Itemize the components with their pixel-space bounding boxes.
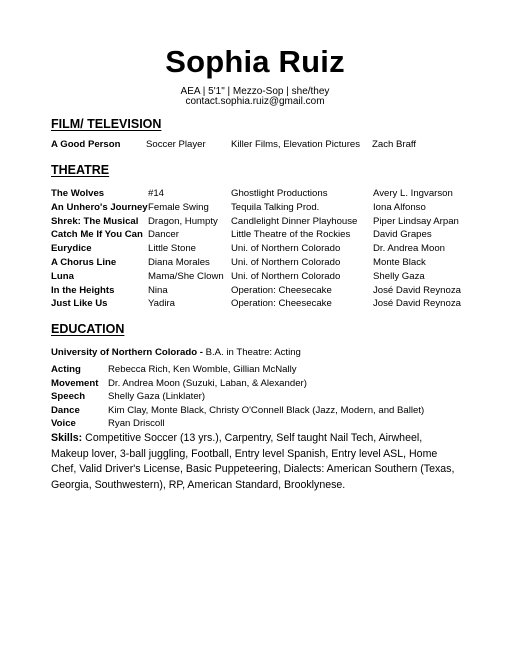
credit-role: Dancer xyxy=(148,229,179,241)
training-instructors: Dr. Andrea Moon (Suzuki, Laban, & Alexander) xyxy=(108,377,307,389)
training-instructors: Rebecca Rich, Ken Womble, Gillian McNally xyxy=(108,364,297,375)
credit-title: Luna xyxy=(51,270,74,282)
training-instructors: Kim Clay, Monte Black, Christy O'Connell Black (Jazz, Modern, and Ballet) xyxy=(108,404,425,416)
credit-role: Nina xyxy=(148,284,168,296)
credit-company: Operation: Cheesecake xyxy=(231,298,332,310)
section-heading-theatre: THEATRE xyxy=(51,163,110,177)
credit-row xyxy=(0,201,510,215)
credit-company: Uni. of Northern Colorado xyxy=(231,257,341,268)
training-row xyxy=(0,417,510,431)
resume-name: Sophia Ruiz xyxy=(165,44,345,79)
degree-name: B.A. in Theatre: Acting xyxy=(202,347,301,358)
training-row xyxy=(0,390,510,404)
credit-role: Yadira xyxy=(148,298,176,310)
credit-director: Iona Alfonso xyxy=(373,201,426,213)
credit-title: A Good Person xyxy=(51,139,121,150)
credit-row xyxy=(0,270,510,284)
credit-company: Killer Films, Elevation Pictures xyxy=(231,139,361,150)
credit-title: Just Like Us xyxy=(51,298,108,310)
training-row xyxy=(0,404,510,418)
credit-title: Shrek: The Musical xyxy=(51,215,139,227)
credit-company: Operation: Cheesecake xyxy=(231,284,332,296)
credit-role: #14 xyxy=(148,188,165,199)
credit-company: Ghostlight Productions xyxy=(231,188,328,199)
credit-title: A Chorus Line xyxy=(51,257,117,268)
training-discipline: Speech xyxy=(51,391,86,403)
training-discipline: Voice xyxy=(51,418,76,430)
credit-role: Soccer Player xyxy=(146,139,206,150)
credit-row xyxy=(0,187,510,201)
credit-title: An Unhero's Journey xyxy=(51,201,148,213)
credit-director: Piper Lindsay Arpan xyxy=(373,215,459,227)
training-row xyxy=(0,377,510,391)
training-row xyxy=(0,363,510,377)
training-discipline: Acting xyxy=(51,364,81,375)
credit-company: Little Theatre of the Rockies xyxy=(231,229,351,241)
training-instructors: Shelly Gaza (Linklater) xyxy=(108,391,206,403)
credit-row xyxy=(0,138,510,152)
credit-director: Dr. Andrea Moon xyxy=(373,243,445,255)
credit-director: José David Reynoza xyxy=(373,298,461,310)
skills-text: Competitive Soccer (13 yrs.), Carpentry, Self taught Nail Tech, Airwheel, Makeup lover, 3-ball juggling, Football, Entry level Spanish, Entry level ASL, Home Chef, Valid Driver's License, Basic Puppeteering, Dialects: American Southern (Texas, Georgia, Southwestern), RP, American Standard, Brooklynese. xyxy=(51,432,455,491)
credit-title: In the Heights xyxy=(51,284,115,296)
credit-company: Uni. of Northern Colorado xyxy=(231,270,341,282)
training-discipline: Dance xyxy=(51,404,80,416)
credit-director: Zach Braff xyxy=(372,139,417,150)
actor-details: AEA | 5'1" | Mezzo-Sop | she/they xyxy=(180,86,330,97)
skills-label: Skills: xyxy=(51,432,83,444)
section-heading-education: EDUCATION xyxy=(51,322,125,336)
education-degree-line xyxy=(51,346,301,360)
school-name: University of Northern Colorado - xyxy=(51,347,203,358)
skills-paragraph xyxy=(51,431,461,493)
credit-role: Mama/She Clown xyxy=(148,270,224,282)
credit-row xyxy=(0,256,510,270)
credit-director: Monte Black xyxy=(373,257,426,268)
credit-row xyxy=(0,215,510,229)
credit-title: The Wolves xyxy=(51,188,105,199)
credit-role: Female Swing xyxy=(148,201,209,213)
credit-row xyxy=(0,284,510,298)
credit-company: Uni. of Northern Colorado xyxy=(231,243,341,255)
contact-email[interactable]: contact.sophia.ruiz@gmail.com xyxy=(185,96,325,107)
credit-director: José David Reynoza xyxy=(373,284,461,296)
credit-director: Shelly Gaza xyxy=(373,270,425,282)
credit-title: Eurydice xyxy=(51,243,92,255)
credit-row xyxy=(0,297,510,311)
credit-row xyxy=(0,228,510,242)
section-heading-film: FILM/ TELEVISION xyxy=(51,117,162,131)
credit-role: Dragon, Humpty xyxy=(148,215,218,227)
credit-role: Little Stone xyxy=(148,243,197,255)
credit-director: David Grapes xyxy=(373,229,432,241)
credit-director: Avery L. Ingvarson xyxy=(373,188,453,199)
credit-title: Catch Me If You Can xyxy=(51,229,143,241)
credit-role: Diana Morales xyxy=(148,257,210,268)
credit-company: Candlelight Dinner Playhouse xyxy=(231,215,358,227)
credit-row xyxy=(0,242,510,256)
training-discipline: Movement xyxy=(51,377,99,389)
credit-company: Tequila Talking Prod. xyxy=(231,201,320,213)
training-instructors: Ryan Driscoll xyxy=(108,418,165,430)
